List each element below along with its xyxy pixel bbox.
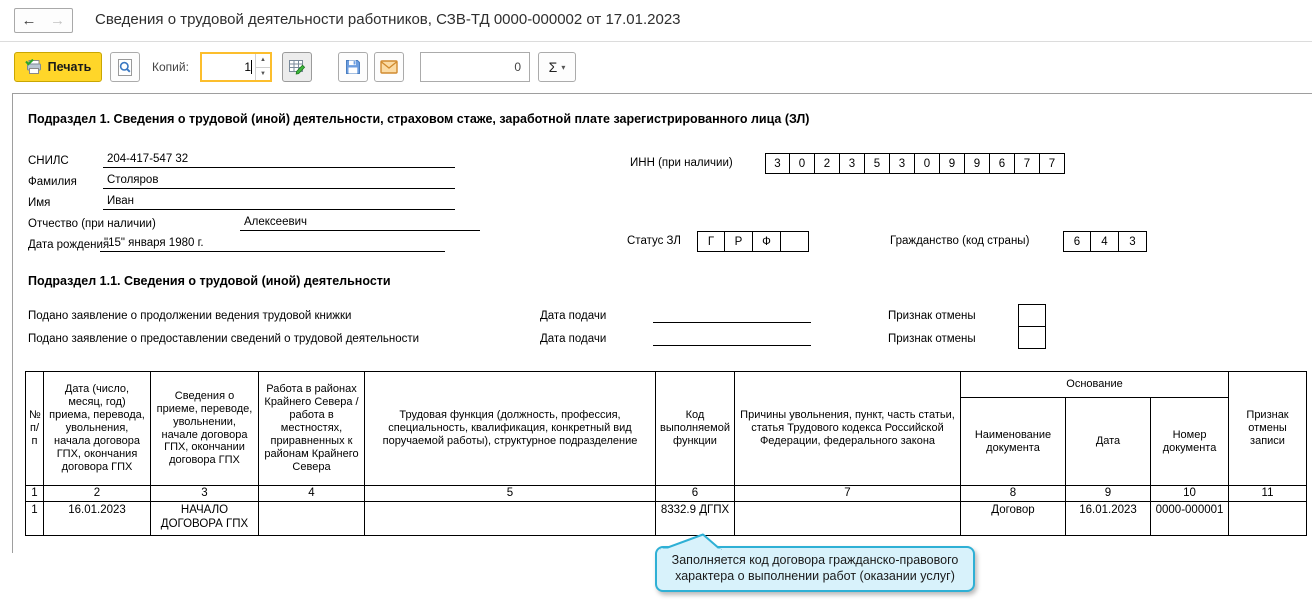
cell-cancel <box>1229 502 1307 536</box>
col-header-function: Трудовая функция (должность, профессия, специальность, квалификация, конкретный вид поручаемой работы), структурное подразделение <box>365 372 656 486</box>
col-header-north: Работа в районах Крайнего Севера / работа в местностях, приравненных к районам Крайнего Севера <box>259 372 365 486</box>
statement2-cancel-label: Признак отмены <box>888 333 976 345</box>
back-arrow-icon: ← <box>21 12 37 29</box>
cell-code: 8332.9 ДГПХ <box>656 502 735 536</box>
snils-value: 204-417-547 32 <box>103 150 455 168</box>
tooltip-text: Заполняется код договора гражданско-правового характера о выполнении работ (оказании услуг) <box>671 553 959 583</box>
firstname-value: Иван <box>103 192 455 210</box>
print-preview-button[interactable] <box>110 52 140 82</box>
column-numbers-row: 1 2 3 4 5 6 7 8 9 10 11 <box>26 486 1307 502</box>
send-email-button[interactable] <box>374 52 404 82</box>
sum-result-value: 0 <box>514 60 521 74</box>
middlename-value: Алексеевич <box>240 213 480 231</box>
col-header-docname: Наименование документа <box>961 398 1066 486</box>
snils-label: СНИЛС <box>28 155 69 167</box>
title-separator <box>0 41 1312 42</box>
statement2-cancel-checkbox <box>1018 326 1046 349</box>
statement2-text: Подано заявление о предоставлении сведений о трудовой деятельности <box>28 333 420 345</box>
floppy-disk-icon <box>344 58 362 76</box>
printer-icon <box>25 59 42 75</box>
lastname-label: Фамилия <box>28 176 77 188</box>
col-header-event: Сведения о приеме, переводе, увольнении, начале договора ГПХ, окончании договора ГПХ <box>151 372 259 486</box>
copies-value: 1 <box>244 60 251 74</box>
cell-docdate: 16.01.2023 <box>1066 502 1151 536</box>
birthdate-value: "15" января 1980 г. <box>100 234 445 252</box>
col-group-basis: Основание <box>961 372 1229 398</box>
preview-magnifier-icon <box>116 58 134 77</box>
firstname-label: Имя <box>28 197 51 209</box>
cancel-checkboxes <box>1018 304 1046 349</box>
statement1-cancel-label: Признак отмены <box>888 310 976 322</box>
col-header-cancel: Признак отмены записи <box>1229 372 1307 486</box>
copies-label: Копий: <box>152 60 189 74</box>
col-header-date: Дата (число, месяц, год) приема, перевода, увольнения, начала договора ГПХ, окончания договора ГПХ <box>44 372 151 486</box>
cell-north <box>259 502 365 536</box>
code-hint-tooltip <box>655 546 975 592</box>
middlename-label: Отчество (при наличии) <box>28 218 156 230</box>
cell-docname: Договор <box>961 502 1066 536</box>
autosum-button[interactable] <box>538 52 576 82</box>
status-boxes: Г Р Ф <box>697 231 809 252</box>
work-activity-table <box>25 371 1307 536</box>
text-caret <box>251 60 252 74</box>
statement1-date-label: Дата подачи <box>540 310 607 322</box>
citizenship-boxes: 6 4 3 <box>1063 231 1147 252</box>
statement1-date-line <box>653 305 811 323</box>
birthdate-label: Дата рождения <box>28 239 110 251</box>
section1-heading: Подраздел 1. Сведения о трудовой (иной) деятельности, страховом стаже, заработной плате зарегистрированного лица (ЗЛ) <box>28 112 810 126</box>
cell-num: 1 <box>26 502 44 536</box>
col-header-docnum: Номер документа <box>1151 398 1229 486</box>
forward-arrow-icon: → <box>50 12 65 29</box>
statement1-text: Подано заявление о продолжении ведения трудовой книжки <box>28 310 352 322</box>
cell-dismissal <box>735 502 961 536</box>
forward-button[interactable] <box>43 8 73 33</box>
sigma-icon: Σ <box>548 59 558 75</box>
table-pencil-icon <box>288 58 306 76</box>
statement2-date-line <box>653 328 811 346</box>
col-header-code: Код выполняемой функции <box>656 372 735 486</box>
cell-date: 16.01.2023 <box>44 502 151 536</box>
back-button[interactable] <box>14 8 44 33</box>
status-label: Статус ЗЛ <box>627 235 681 247</box>
sum-result-field[interactable] <box>420 52 530 82</box>
copies-decrement-button[interactable]: ▼ <box>260 70 266 77</box>
citizenship-label: Гражданство (код страны) <box>890 235 1030 247</box>
tooltip-pointer <box>658 533 728 550</box>
col-header-dismissal: Причины увольнения, пункт, часть статьи, статья Трудового кодекса Российской Федерации, федерального закона <box>735 372 961 486</box>
edit-table-button[interactable] <box>282 52 312 82</box>
lastname-value: Столяров <box>103 171 455 189</box>
inn-digit-boxes: 3 0 2 3 5 3 0 9 9 6 7 7 <box>765 153 1065 174</box>
dropdown-caret-icon: ▾ <box>561 62 566 72</box>
window-title: Сведения о трудовой деятельности работников, СЗВ-ТД 0000-000002 от 17.01.2023 <box>95 11 681 28</box>
copies-increment-button[interactable]: ▲ <box>256 54 270 68</box>
print-button-label: Печать <box>47 60 92 74</box>
table-row <box>26 502 1307 536</box>
statement2-date-label: Дата подачи <box>540 333 607 345</box>
print-button[interactable] <box>14 52 102 82</box>
section11-heading: Подраздел 1.1. Сведения о трудовой (иной) деятельности <box>28 274 391 288</box>
statement1-cancel-checkbox <box>1018 304 1046 327</box>
cell-event: НАЧАЛО ДОГОВОРА ГПХ <box>151 502 259 536</box>
cell-function <box>365 502 656 536</box>
col-header-docdate: Дата <box>1066 398 1151 486</box>
envelope-icon <box>380 60 398 74</box>
save-button[interactable] <box>338 52 368 82</box>
copies-input[interactable] <box>200 52 272 82</box>
cell-docnum: 0000-000001 <box>1151 502 1229 536</box>
inn-label: ИНН (при наличии) <box>630 157 733 169</box>
col-header-num: № п/п <box>26 372 44 486</box>
